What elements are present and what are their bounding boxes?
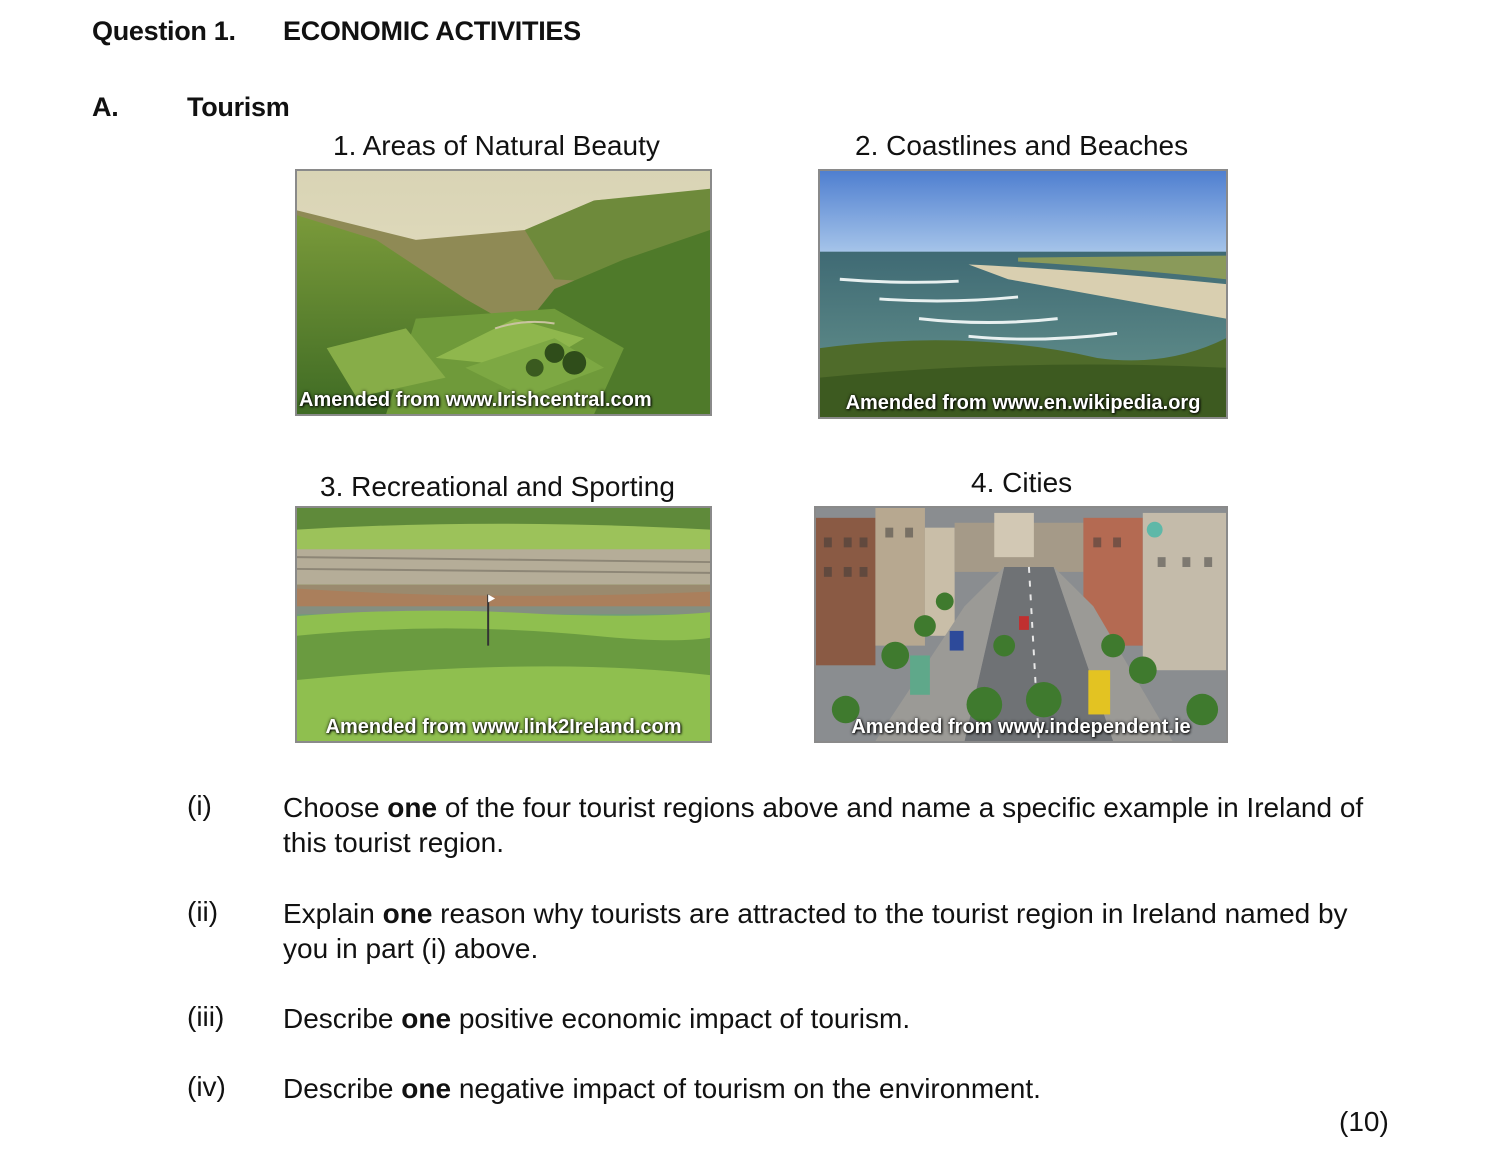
photo-coastlines [818,169,1228,419]
question-i-number: (i) [187,790,212,821]
question-ii-number: (ii) [187,896,219,927]
section-letter: A. [92,92,119,122]
question-iv-text: Describe one negative impact of tourism on the environment. [283,1073,1041,1104]
photo-caption-recreational: 3. Recreational and Sporting [320,471,675,502]
photo-credit-coastlines: Amended from www.en.wikipedia.org [845,392,1201,414]
photo-natural-beauty [295,169,712,416]
photo-caption-coastlines: 2. Coastlines and Beaches [855,130,1189,161]
question-iv-number: (iv) [187,1071,226,1102]
photo-caption-cities: 4. Cities [971,467,1073,498]
photo-recreational [295,506,712,743]
marks-total: (10) [1339,1106,1389,1137]
photo-caption-natural-beauty: 1. Areas of Natural Beauty [333,130,660,161]
question-number: Question 1. [92,16,236,46]
photo-credit-recreational: Amended from www.link2Ireland.com [325,716,682,738]
question-ii-text: Explain one reason why tourists are attracted to the tourist region in Ireland named by you in part (i) above. [283,898,1348,964]
question-i-text: Choose one of the four tourist regions above and name a specific example in Ireland of this tourist region. [283,792,1364,858]
section-title: Tourism [187,92,290,122]
question-title: ECONOMIC ACTIVITIES [283,16,581,46]
photo-credit-natural-beauty: Amended from www.Irishcentral.com [299,389,652,411]
question-iii-number: (iii) [187,1001,225,1032]
photo-cities [814,506,1228,743]
question-iii-text: Describe one positive economic impact of tourism. [283,1003,911,1034]
photo-credit-cities: Amended from www.independent.ie [851,716,1191,738]
